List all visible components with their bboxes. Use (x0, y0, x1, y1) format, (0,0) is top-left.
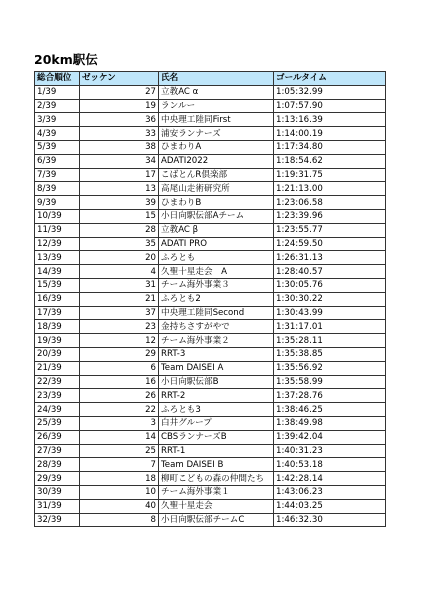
bib-cell: 26 (80, 389, 159, 403)
bib-cell: 40 (80, 499, 159, 513)
table-row (35, 306, 386, 320)
rank-cell: 9/39 (35, 196, 80, 210)
goal-time-cell: 1:13:16.39 (274, 113, 386, 127)
team-name-cell: RRT-2 (159, 389, 274, 403)
bib-cell: 33 (80, 127, 159, 141)
goal-time-cell: 1:42:28.14 (274, 472, 386, 486)
goal-time-cell: 1:43:06.23 (274, 485, 386, 499)
bib-cell: 19 (80, 99, 159, 113)
goal-time-cell: 1:46:32.30 (274, 513, 386, 527)
team-name-cell: RRT-1 (159, 444, 274, 458)
rank-cell: 29/39 (35, 472, 80, 486)
bib-cell: 22 (80, 403, 159, 417)
results-body (35, 85, 386, 527)
rank-cell: 5/39 (35, 140, 80, 154)
rank-cell: 11/39 (35, 223, 80, 237)
rank-cell: 28/39 (35, 458, 80, 472)
header-row (35, 72, 386, 86)
bib-cell: 10 (80, 485, 159, 499)
rank-cell: 32/39 (35, 513, 80, 527)
table-row (35, 127, 386, 141)
table-row (35, 168, 386, 182)
table-row (35, 334, 386, 348)
rank-cell: 14/39 (35, 265, 80, 279)
goal-time-cell: 1:38:46.25 (274, 403, 386, 417)
rank-cell: 4/39 (35, 127, 80, 141)
team-name-cell: 中央理工陸同First (159, 113, 274, 127)
goal-time-cell: 1:35:28.11 (274, 334, 386, 348)
bib-cell: 13 (80, 182, 159, 196)
bib-cell: 31 (80, 278, 159, 292)
rank-cell: 1/39 (35, 85, 80, 99)
goal-time-cell: 1:07:57.90 (274, 99, 386, 113)
team-name-cell: Team DAISEI B (159, 458, 274, 472)
team-name-cell: ふろとも (159, 251, 274, 265)
rank-cell: 30/39 (35, 485, 80, 499)
team-name-cell: 金持ちさすがやで (159, 320, 274, 334)
bib-cell: 3 (80, 416, 159, 430)
table-row (35, 361, 386, 375)
goal-time-cell: 1:40:31.23 (274, 444, 386, 458)
bib-cell: 21 (80, 292, 159, 306)
table-row (35, 278, 386, 292)
bib-cell: 7 (80, 458, 159, 472)
rank-cell: 23/39 (35, 389, 80, 403)
goal-time-cell: 1:35:38.85 (274, 347, 386, 361)
team-name-cell: 白井グループ (159, 416, 274, 430)
goal-time-cell: 1:40:53.18 (274, 458, 386, 472)
rank-cell: 20/39 (35, 347, 80, 361)
rank-cell: 24/39 (35, 403, 80, 417)
team-name-cell: 立教AC β (159, 223, 274, 237)
goal-time-cell: 1:30:30.22 (274, 292, 386, 306)
table-row (35, 347, 386, 361)
bib-cell: 28 (80, 223, 159, 237)
table-row (35, 375, 386, 389)
team-name-cell: RRT-3 (159, 347, 274, 361)
rank-cell: 3/39 (35, 113, 80, 127)
table-row (35, 430, 386, 444)
team-name-cell: CBSランナーズB (159, 430, 274, 444)
goal-time-cell: 1:14:00.19 (274, 127, 386, 141)
table-row (35, 223, 386, 237)
table-row (35, 403, 386, 417)
team-name-cell: 小日向駅伝部チームC (159, 513, 274, 527)
rank-cell: 12/39 (35, 237, 80, 251)
goal-time-cell: 1:38:49.98 (274, 416, 386, 430)
table-row (35, 458, 386, 472)
team-name-cell: チーム海外事業１ (159, 485, 274, 499)
bib-cell: 25 (80, 444, 159, 458)
bib-cell: 37 (80, 306, 159, 320)
rank-cell: 19/39 (35, 334, 80, 348)
table-row (35, 99, 386, 113)
team-name-cell: ふろとも3 (159, 403, 274, 417)
bib-cell: 36 (80, 113, 159, 127)
goal-time-cell: 1:26:31.13 (274, 251, 386, 265)
header-name: 氏名 (159, 72, 274, 86)
table-row (35, 85, 386, 99)
team-name-cell: ADATI2022 (159, 154, 274, 168)
bib-cell: 16 (80, 375, 159, 389)
rank-cell: 15/39 (35, 278, 80, 292)
team-name-cell: ランルー (159, 99, 274, 113)
goal-time-cell: 1:35:58.99 (274, 375, 386, 389)
bib-cell: 35 (80, 237, 159, 251)
header-time: ゴールタイム (274, 72, 386, 86)
goal-time-cell: 1:35:56.92 (274, 361, 386, 375)
table-row (35, 485, 386, 499)
table-row (35, 209, 386, 223)
goal-time-cell: 1:05:32.99 (274, 85, 386, 99)
table-row (35, 416, 386, 430)
table-row (35, 182, 386, 196)
rank-cell: 22/39 (35, 375, 80, 389)
rank-cell: 6/39 (35, 154, 80, 168)
team-name-cell: 小日向駅伝部Aチーム (159, 209, 274, 223)
results-table (34, 71, 386, 527)
goal-time-cell: 1:18:54.62 (274, 154, 386, 168)
goal-time-cell: 1:30:05.76 (274, 278, 386, 292)
goal-time-cell: 1:30:43.99 (274, 306, 386, 320)
rank-cell: 17/39 (35, 306, 80, 320)
team-name-cell: Team DAISEI A (159, 361, 274, 375)
rank-cell: 10/39 (35, 209, 80, 223)
table-row (35, 196, 386, 210)
rank-cell: 25/39 (35, 416, 80, 430)
team-name-cell: チーム海外事業２ (159, 334, 274, 348)
goal-time-cell: 1:37:28.76 (274, 389, 386, 403)
table-row (35, 251, 386, 265)
team-name-cell: 中央理工陸同Second (159, 306, 274, 320)
goal-time-cell: 1:23:39.96 (274, 209, 386, 223)
table-row (35, 320, 386, 334)
table-row (35, 113, 386, 127)
goal-time-cell: 1:21:13.00 (274, 182, 386, 196)
rank-cell: 21/39 (35, 361, 80, 375)
bib-cell: 27 (80, 85, 159, 99)
goal-time-cell: 1:31:17.01 (274, 320, 386, 334)
bib-cell: 15 (80, 209, 159, 223)
goal-time-cell: 1:24:59.50 (274, 237, 386, 251)
team-name-cell: 小日向駅伝部B (159, 375, 274, 389)
bib-cell: 18 (80, 472, 159, 486)
bib-cell: 23 (80, 320, 159, 334)
goal-time-cell: 1:28:40.57 (274, 265, 386, 279)
goal-time-cell: 1:17:34.80 (274, 140, 386, 154)
team-name-cell: ひまわりA (159, 140, 274, 154)
rank-cell: 8/39 (35, 182, 80, 196)
page-title: 20km駅伝 (34, 52, 98, 67)
table-row (35, 513, 386, 527)
team-name-cell: ふろとも2 (159, 292, 274, 306)
bib-cell: 12 (80, 334, 159, 348)
goal-time-cell: 1:23:55.77 (274, 223, 386, 237)
table-row (35, 140, 386, 154)
table-row (35, 499, 386, 513)
bib-cell: 34 (80, 154, 159, 168)
team-name-cell: 久聖十星走会 (159, 499, 274, 513)
team-name-cell: 高尾山走術研究所 (159, 182, 274, 196)
rank-cell: 18/39 (35, 320, 80, 334)
table-row (35, 472, 386, 486)
bib-cell: 8 (80, 513, 159, 527)
bib-cell: 17 (80, 168, 159, 182)
goal-time-cell: 1:44:03.25 (274, 499, 386, 513)
bib-cell: 4 (80, 265, 159, 279)
goal-time-cell: 1:19:31.75 (274, 168, 386, 182)
table-row (35, 154, 386, 168)
rank-cell: 16/39 (35, 292, 80, 306)
header-bib: ゼッケン (80, 72, 159, 86)
bib-cell: 38 (80, 140, 159, 154)
goal-time-cell: 1:39:42.04 (274, 430, 386, 444)
rank-cell: 2/39 (35, 99, 80, 113)
table-row (35, 265, 386, 279)
bib-cell: 39 (80, 196, 159, 210)
bib-cell: 20 (80, 251, 159, 265)
team-name-cell: 立教AC α (159, 85, 274, 99)
rank-cell: 7/39 (35, 168, 80, 182)
header-rank: 総合順位 (35, 72, 80, 86)
table-row (35, 444, 386, 458)
rank-cell: 27/39 (35, 444, 80, 458)
team-name-cell: ADATI PRO (159, 237, 274, 251)
team-name-cell: チーム海外事業３ (159, 278, 274, 292)
team-name-cell: 浦安ランナーズ (159, 127, 274, 141)
team-name-cell: こばとんR倶楽部 (159, 168, 274, 182)
team-name-cell: 柳町こどもの森の仲間たち (159, 472, 274, 486)
table-row (35, 389, 386, 403)
rank-cell: 13/39 (35, 251, 80, 265)
bib-cell: 29 (80, 347, 159, 361)
team-name-cell: ひまわりB (159, 196, 274, 210)
bib-cell: 14 (80, 430, 159, 444)
rank-cell: 31/39 (35, 499, 80, 513)
rank-cell: 26/39 (35, 430, 80, 444)
team-name-cell: 久聖十星走会 A (159, 265, 274, 279)
goal-time-cell: 1:23:06.58 (274, 196, 386, 210)
table-row (35, 237, 386, 251)
table-row (35, 292, 386, 306)
bib-cell: 6 (80, 361, 159, 375)
